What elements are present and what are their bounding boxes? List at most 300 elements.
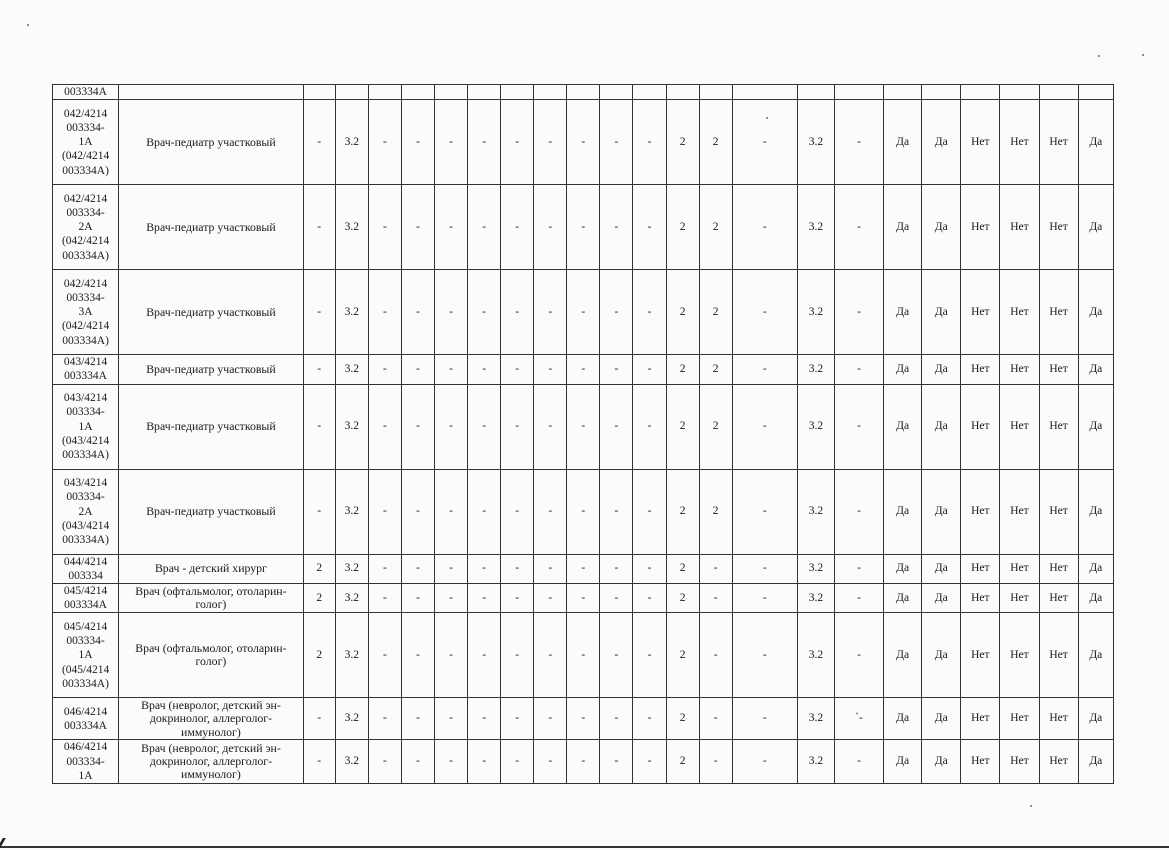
value-cell: - [501,100,534,185]
position-code-cell: 003334A [53,85,119,100]
value-cell: 3.2 [335,384,368,469]
table-row [53,355,1114,384]
value-cell: 2 [666,270,699,355]
value-cell: - [468,554,501,583]
value-cell: - [834,100,883,185]
value-cell: - [468,185,501,270]
value-cell: - [600,355,633,384]
value-cell: - [699,584,732,613]
value-cell: Да [884,384,922,469]
table-row [53,185,1114,270]
value-cell: - [435,584,468,613]
value-cell: - [401,698,434,740]
value-cell: - [567,185,600,270]
value-cell: - [468,270,501,355]
value-cell: - [435,185,468,270]
value-cell: Нет [1039,384,1078,469]
value-cell: - [600,740,633,784]
position-title-cell: Врач (невролог, детский эн- докринолог, аллерголог- иммунолог) [119,740,304,784]
value-cell [732,85,797,100]
value-cell: - [600,185,633,270]
value-cell: - [633,100,666,185]
value-cell [834,85,883,100]
value-cell: Нет [1039,613,1078,698]
value-cell [335,85,368,100]
value-cell: - [633,554,666,583]
value-cell: - [732,185,797,270]
value-cell: - [435,613,468,698]
value-cell: Да [922,355,961,384]
value-cell: Да [884,740,922,784]
value-cell: - [401,554,434,583]
position-code-cell: 045/4214 003334- 1А (045/4214 003334А) [53,613,119,698]
position-code-cell: 042/4214 003334- 3А (042/4214 003334А) [53,270,119,355]
value-cell: - [401,740,434,784]
value-cell [884,85,922,100]
value-cell: - [303,185,335,270]
value-cell: Нет [1039,584,1078,613]
value-cell: Да [1078,584,1113,613]
value-cell: 2 [666,584,699,613]
value-cell: - [468,469,501,554]
value-cell [567,85,600,100]
position-code-cell: 043/4214 003334- 1А (043/4214 003334А) [53,384,119,469]
value-cell: - [633,584,666,613]
value-cell: - [303,698,335,740]
value-cell: Да [922,613,961,698]
value-cell: Нет [961,554,1000,583]
value-cell: Нет [961,100,1000,185]
value-cell: - [368,584,401,613]
value-cell: Нет [961,469,1000,554]
position-title-cell: Врач - детский хирург [119,554,304,583]
value-cell: Да [884,584,922,613]
value-cell: - [401,185,434,270]
value-cell: Нет [1039,698,1078,740]
value-cell: - [567,613,600,698]
value-cell: 2 [666,355,699,384]
value-cell: - [600,384,633,469]
value-cell: - [732,469,797,554]
value-cell: - [834,554,883,583]
value-cell: 3.2 [335,270,368,355]
value-cell: Да [1078,469,1113,554]
value-cell: 3.2 [335,613,368,698]
value-cell: 2 [699,100,732,185]
value-cell: 2 [666,613,699,698]
value-cell: 3.2 [335,185,368,270]
value-cell: - [534,584,567,613]
value-cell: - [534,355,567,384]
value-cell: - [303,740,335,784]
value-cell [797,85,834,100]
value-cell: 2 [303,554,335,583]
value-cell: 2 [303,584,335,613]
value-cell: - [534,469,567,554]
value-cell: Нет [1039,185,1078,270]
value-cell: Нет [961,355,1000,384]
value-cell [1000,85,1039,100]
value-cell: Нет [1000,270,1039,355]
table-row [53,85,1114,100]
table-row [53,270,1114,355]
value-cell: 2 [699,355,732,384]
value-cell: Да [884,613,922,698]
value-cell [303,85,335,100]
value-cell: - [567,740,600,784]
value-cell: Нет [1039,554,1078,583]
value-cell: Да [922,584,961,613]
value-cell [1039,85,1078,100]
value-cell: - [567,270,600,355]
value-cell: Да [922,554,961,583]
value-cell: Да [922,469,961,554]
value-cell: - [435,384,468,469]
value-cell: - [534,740,567,784]
value-cell: - [633,698,666,740]
value-cell: - [534,384,567,469]
value-cell: - [303,355,335,384]
value-cell: - [600,584,633,613]
value-cell: Да [884,185,922,270]
value-cell [666,85,699,100]
value-cell: - [567,469,600,554]
table-row [53,469,1114,554]
value-cell: 3.2 [797,613,834,698]
value-cell: - [732,740,797,784]
value-cell: - [600,698,633,740]
position-code-cell: 042/4214 003334- 1А (042/4214 003334А) [53,100,119,185]
scan-speck [766,117,768,119]
value-cell: Нет [961,740,1000,784]
value-cell: - [732,270,797,355]
value-cell: Нет [961,270,1000,355]
value-cell: - [633,355,666,384]
value-cell: Да [884,554,922,583]
position-title-cell: Врач (офтальмолог, отоларин- голог) [119,613,304,698]
value-cell: Да [1078,185,1113,270]
value-cell: - [732,384,797,469]
value-cell: 3.2 [335,740,368,784]
value-cell: - [401,469,434,554]
value-cell: - [468,740,501,784]
value-cell: - [699,740,732,784]
table-row [53,613,1114,698]
value-cell: 2 [666,740,699,784]
value-cell: 2 [666,554,699,583]
scan-speck [1098,55,1100,57]
table-row [53,740,1114,784]
value-cell [600,85,633,100]
value-cell: - [534,613,567,698]
value-cell: Нет [1000,355,1039,384]
value-cell: Да [922,100,961,185]
value-cell: 3.2 [335,100,368,185]
value-cell: - [699,554,732,583]
scan-speck [27,24,29,26]
value-cell: 3.2 [797,270,834,355]
position-title-cell: Врач (невролог, детский эн- докринолог, аллерголог- иммунолог) [119,698,304,740]
value-cell [961,85,1000,100]
value-cell: - [534,185,567,270]
value-cell: Нет [1000,469,1039,554]
value-cell: - [303,384,335,469]
value-cell: 2 [666,698,699,740]
value-cell: - [834,384,883,469]
value-cell: - [303,100,335,185]
value-cell: Да [884,270,922,355]
value-cell: - [368,469,401,554]
value-cell [699,85,732,100]
value-cell: 3.2 [335,584,368,613]
value-cell: - [834,355,883,384]
scan-speck [1030,805,1032,807]
value-cell: 3.2 [797,554,834,583]
value-cell: 3.2 [335,355,368,384]
value-cell: 2 [666,185,699,270]
value-cell [633,85,666,100]
value-cell [534,85,567,100]
value-cell: Нет [1000,100,1039,185]
value-cell: Нет [1000,554,1039,583]
position-title-cell: Врач (офтальмолог, отоларин- голог) [119,584,304,613]
position-code-cell: 043/4214 003334А [53,355,119,384]
value-cell: 2 [666,100,699,185]
value-cell: - [368,100,401,185]
value-cell: 3.2 [797,100,834,185]
value-cell: 2 [303,613,335,698]
value-cell: Да [922,270,961,355]
value-cell: Нет [1039,270,1078,355]
value-cell: Нет [1000,584,1039,613]
value-cell: - [501,185,534,270]
value-cell: 2 [699,185,732,270]
value-cell: Да [1078,355,1113,384]
position-title-cell: Врач-педиатр участковый [119,384,304,469]
value-cell: - [501,584,534,613]
value-cell: - [368,554,401,583]
value-cell: 3.2 [797,384,834,469]
value-cell: Нет [1000,384,1039,469]
value-cell: - [732,100,797,185]
value-cell: Да [922,740,961,784]
value-cell: - [633,185,666,270]
value-cell: - [534,698,567,740]
value-cell: Да [922,384,961,469]
value-cell: - [633,270,666,355]
value-cell: - [401,270,434,355]
value-cell: - [699,698,732,740]
value-cell: Да [884,469,922,554]
value-cell: - [732,613,797,698]
value-cell: - [567,384,600,469]
value-cell: Да [1078,270,1113,355]
value-cell: - [501,355,534,384]
value-cell: Да [884,100,922,185]
value-cell: - [303,469,335,554]
scan-speck [1142,54,1144,56]
value-cell: Нет [961,698,1000,740]
value-cell: - [368,384,401,469]
value-cell: Да [1078,384,1113,469]
value-cell: - [633,740,666,784]
value-cell: 2 [699,270,732,355]
value-cell: Да [1078,698,1113,740]
value-cell: 3.2 [797,469,834,554]
value-cell: `- [834,698,883,740]
value-cell: Нет [961,384,1000,469]
value-cell: - [435,270,468,355]
value-cell: - [600,469,633,554]
position-code-cell: 046/4214 003334- 1А [53,740,119,784]
value-cell: Нет [1000,740,1039,784]
value-cell: - [435,698,468,740]
position-title-cell: Врач-педиатр участковый [119,355,304,384]
position-title-cell: Врач-педиатр участковый [119,185,304,270]
value-cell: - [501,384,534,469]
value-cell: - [567,554,600,583]
value-cell: - [468,698,501,740]
value-cell: - [435,469,468,554]
position-code-cell: 045/4214 003334А [53,584,119,613]
value-cell: - [401,355,434,384]
scan-edge-line [0,846,1169,848]
value-cell: 3.2 [797,355,834,384]
value-cell [401,85,434,100]
value-cell: Нет [961,613,1000,698]
value-cell: - [534,554,567,583]
value-cell: Нет [961,584,1000,613]
value-cell: - [600,554,633,583]
value-cell [468,85,501,100]
value-cell: - [401,584,434,613]
table-row [53,698,1114,740]
value-cell: - [468,355,501,384]
value-cell: - [468,384,501,469]
value-cell: - [834,584,883,613]
value-cell: - [732,584,797,613]
value-cell: - [501,613,534,698]
value-cell: - [633,384,666,469]
value-cell: 2 [699,469,732,554]
value-cell: Нет [961,185,1000,270]
value-cell: Нет [1000,698,1039,740]
value-cell: - [534,100,567,185]
table-row [53,100,1114,185]
value-cell: - [567,698,600,740]
value-cell: - [401,100,434,185]
value-cell: Да [884,355,922,384]
value-cell: - [732,698,797,740]
value-cell: - [501,270,534,355]
value-cell: - [567,584,600,613]
value-cell: Да [1078,554,1113,583]
value-cell: - [600,270,633,355]
value-cell: - [435,355,468,384]
value-cell: - [501,554,534,583]
position-code-cell: 046/4214 003334А [53,698,119,740]
value-cell: - [534,270,567,355]
value-cell: - [468,584,501,613]
value-cell: Нет [1039,740,1078,784]
value-cell: - [834,613,883,698]
position-title-cell [119,85,304,100]
value-cell: - [468,100,501,185]
value-cell: - [834,740,883,784]
table-row [53,584,1114,613]
value-cell: - [401,384,434,469]
value-cell: Нет [1039,355,1078,384]
value-cell: - [368,613,401,698]
value-cell: - [368,698,401,740]
value-cell: - [633,613,666,698]
value-cell: - [567,355,600,384]
value-cell: 2 [666,384,699,469]
value-cell [501,85,534,100]
value-cell: Да [1078,740,1113,784]
position-title-cell: Врач-педиатр участковый [119,100,304,185]
value-cell: - [468,613,501,698]
value-cell: 3.2 [335,698,368,740]
value-cell: Нет [1039,469,1078,554]
value-cell: - [834,469,883,554]
value-cell: - [501,698,534,740]
value-cell: 3.2 [797,185,834,270]
position-code-cell: 044/4214 003334 [53,554,119,583]
value-cell: 3.2 [335,469,368,554]
value-cell: Да [884,698,922,740]
working-conditions-table [52,84,1114,784]
value-cell: - [834,185,883,270]
value-cell: - [368,185,401,270]
position-title-cell: Врач-педиатр участковый [119,469,304,554]
value-cell: - [699,613,732,698]
value-cell: - [368,355,401,384]
value-cell: Да [1078,613,1113,698]
value-cell: - [600,100,633,185]
value-cell: - [435,100,468,185]
value-cell [922,85,961,100]
value-cell: - [732,554,797,583]
value-cell: 3.2 [335,554,368,583]
value-cell: Нет [1000,613,1039,698]
value-cell: Да [922,185,961,270]
value-cell [1078,85,1113,100]
value-cell: Нет [1000,185,1039,270]
value-cell: 3.2 [797,584,834,613]
value-cell [368,85,401,100]
value-cell: - [401,613,434,698]
value-cell: - [501,740,534,784]
value-cell: 3.2 [797,698,834,740]
value-cell: - [732,355,797,384]
value-cell: - [600,613,633,698]
value-cell: - [567,100,600,185]
value-cell: Да [1078,100,1113,185]
value-cell: - [834,270,883,355]
value-cell: 3.2 [797,740,834,784]
value-cell: - [368,740,401,784]
value-cell: 2 [699,384,732,469]
value-cell [435,85,468,100]
value-cell: - [435,554,468,583]
value-cell: - [633,469,666,554]
position-code-cell: 042/4214 003334- 2А (042/4214 003334А) [53,185,119,270]
value-cell: Нет [1039,100,1078,185]
table-row [53,384,1114,469]
value-cell: - [435,740,468,784]
table-row [53,554,1114,583]
